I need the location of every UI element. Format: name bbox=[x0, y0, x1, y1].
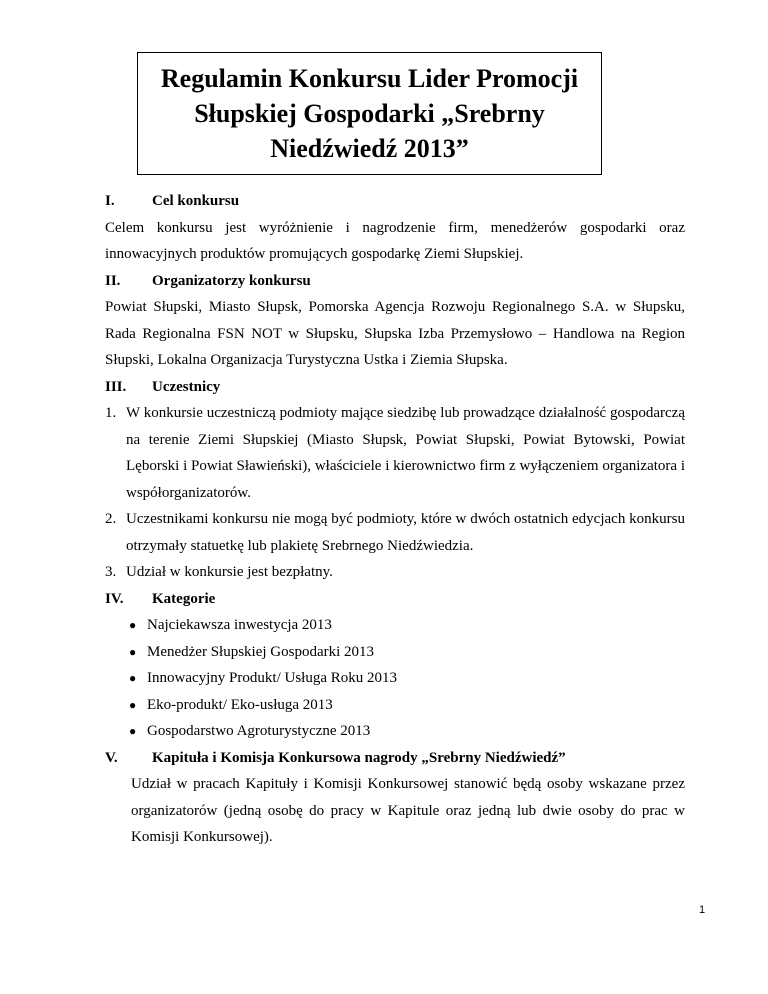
section-5-heading bbox=[105, 745, 685, 772]
section-1-text: Celem konkursu jest wyróżnienie i nagrodzenie firm, menedżerów gospodarki oraz innowacyjnych produktów promujących gospodarkę Ziemi Słupskiej. bbox=[105, 219, 685, 262]
page-number: 1 bbox=[699, 904, 706, 916]
category-label: Menedżer Słupskiej Gospodarki 2013 bbox=[147, 643, 375, 660]
bullet-icon: ● bbox=[129, 697, 137, 712]
bullet-icon: ● bbox=[129, 724, 137, 738]
list-item-text: Uczestnikami konkursu nie mogą być podmioty, które w dwóch ostatnich edycjach konkursu otrzymały statuetkę lub plakietę Srebrnego Niedźwiedzia. bbox=[126, 511, 685, 554]
section-4-number: IV. bbox=[105, 590, 124, 607]
list-marker: 2. bbox=[105, 511, 117, 527]
section-2-number: II. bbox=[105, 272, 121, 289]
title-box bbox=[137, 52, 602, 175]
bullet-icon: ● bbox=[129, 618, 137, 632]
category-label: Innowacyjny Produkt/ Usługa Roku 2013 bbox=[147, 670, 397, 686]
section-3-title: Uczestnicy bbox=[152, 378, 221, 395]
title-line-3: Niedźwiedź 2013” bbox=[270, 134, 469, 163]
list-item bbox=[105, 400, 685, 506]
category-label: Gospodarstwo Agroturystyczne 2013 bbox=[147, 723, 371, 739]
list-item bbox=[105, 692, 685, 719]
section-5-text: Udział w pracach Kapituły i Komisji Konkursowej stanowić będą osoby wskazane przez organizatorów (jedną osobę do pracy w Kapitule oraz jedną lub dwie osoby do prac w Komisji Konkursowej). bbox=[131, 776, 685, 845]
categories-list bbox=[105, 612, 685, 745]
list-item bbox=[105, 559, 685, 586]
category-label: Najciekawsza inwestycja 2013 bbox=[147, 617, 332, 633]
section-3-heading bbox=[105, 374, 685, 401]
list-marker: 1. bbox=[105, 405, 117, 421]
title-line-1: Regulamin Konkursu Lider Promocji bbox=[160, 64, 579, 93]
list-item bbox=[105, 612, 685, 639]
list-item bbox=[105, 506, 685, 559]
document-body bbox=[105, 188, 685, 851]
section-1-number: I. bbox=[105, 193, 115, 209]
category-label: Eko-produkt/ Eko-usługa 2013 bbox=[147, 696, 333, 713]
section-3-number: III. bbox=[105, 378, 127, 395]
list-marker: 3. bbox=[105, 564, 117, 580]
participants-list bbox=[105, 400, 685, 586]
section-2-heading bbox=[105, 268, 685, 295]
bullet-icon: ● bbox=[129, 644, 137, 659]
list-item bbox=[105, 718, 685, 745]
list-item-text: Udział w konkursie jest bezpłatny. bbox=[126, 564, 333, 580]
section-5-number: V. bbox=[105, 749, 118, 766]
section-1-heading bbox=[105, 188, 685, 215]
bullet-icon: ● bbox=[129, 671, 137, 685]
section-4-heading bbox=[105, 586, 685, 613]
list-item-text: W konkursie uczestniczą podmioty mające siedzibę lub prowadzące działalność gospodarczą na terenie Ziemi Słupskiej (Miasto Słupsk, Powiat Słupski, Powiat Bytowski, Powiat Lęborski i Powiat Sławieński), właściciele i kierownictwo firm z wyłączeniem organizatora i współorganizatorów. bbox=[126, 405, 685, 501]
section-1-title: Cel konkursu bbox=[152, 193, 240, 209]
list-item bbox=[105, 639, 685, 666]
list-item bbox=[105, 665, 685, 692]
section-2-text: Powiat Słupski, Miasto Słupsk, Pomorska Agencja Rozwoju Regionalnego S.A. w Słupsku, Rada Regionalna FSN NOT w Słupsku, Słupska Izba Przemysłowo – Handlowa na Region Słupski, Lokalna Organizacja Turystyczna Ustka i Ziemia Słupska. bbox=[105, 299, 685, 368]
section-2-title: Organizatorzy konkursu bbox=[152, 272, 311, 289]
section-5-title: Kapituła i Komisja Konkursowa nagrody „Srebrny Niedźwiedź” bbox=[152, 749, 566, 766]
title-line-2: Słupskiej Gospodarki „Srebrny bbox=[194, 99, 545, 128]
section-4-title: Kategorie bbox=[152, 590, 216, 607]
